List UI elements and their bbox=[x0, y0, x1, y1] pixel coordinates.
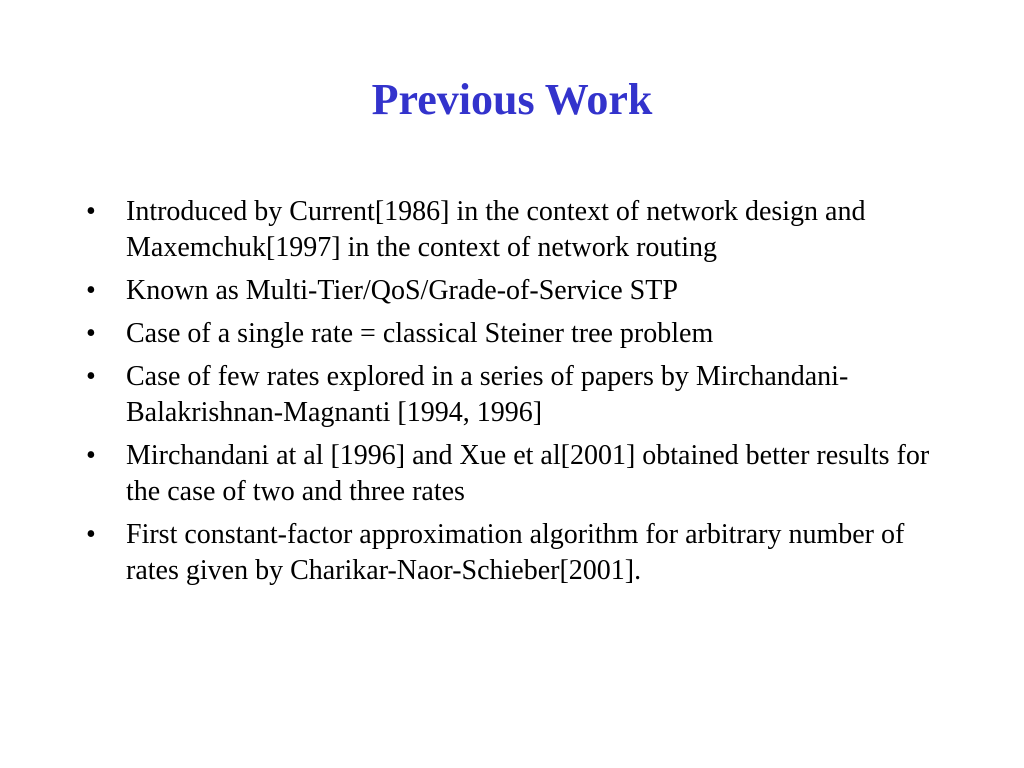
bullet-text: Introduced by Current[1986] in the context of network design and Maxemchuk[1997] in the context of network routing bbox=[126, 196, 866, 263]
bullet-item bbox=[86, 273, 946, 309]
bullet-text: First constant-factor approximation algorithm for arbitrary number of rates given by Charikar-Naor-Schieber[2001]. bbox=[126, 519, 905, 586]
slide-title: Previous Work bbox=[371, 75, 653, 124]
bullet-item bbox=[86, 517, 946, 589]
bullet-icon: • bbox=[86, 440, 96, 471]
bullet-icon: • bbox=[86, 519, 96, 550]
bullet-text: Mirchandani at al [1996] and Xue et al[2001] obtained better results for the case of two and three rates bbox=[126, 440, 930, 507]
bullet-icon: • bbox=[86, 361, 96, 392]
bullet-item bbox=[86, 438, 946, 510]
bullet-text: Case of a single rate = classical Steiner tree problem bbox=[126, 318, 714, 349]
bullet-icon: • bbox=[86, 275, 96, 306]
bullet-list bbox=[86, 194, 946, 596]
bullet-icon: • bbox=[86, 318, 96, 349]
bullet-text: Case of few rates explored in a series of papers by Mirchandani-Balakrishnan-Magnanti [1994, 1996] bbox=[126, 361, 849, 428]
bullet-item bbox=[86, 194, 946, 266]
bullet-item bbox=[86, 359, 946, 431]
bullet-icon: • bbox=[86, 196, 96, 227]
bullet-text: Known as Multi-Tier/QoS/Grade-of-Service STP bbox=[126, 275, 678, 306]
bullet-item bbox=[86, 316, 946, 352]
